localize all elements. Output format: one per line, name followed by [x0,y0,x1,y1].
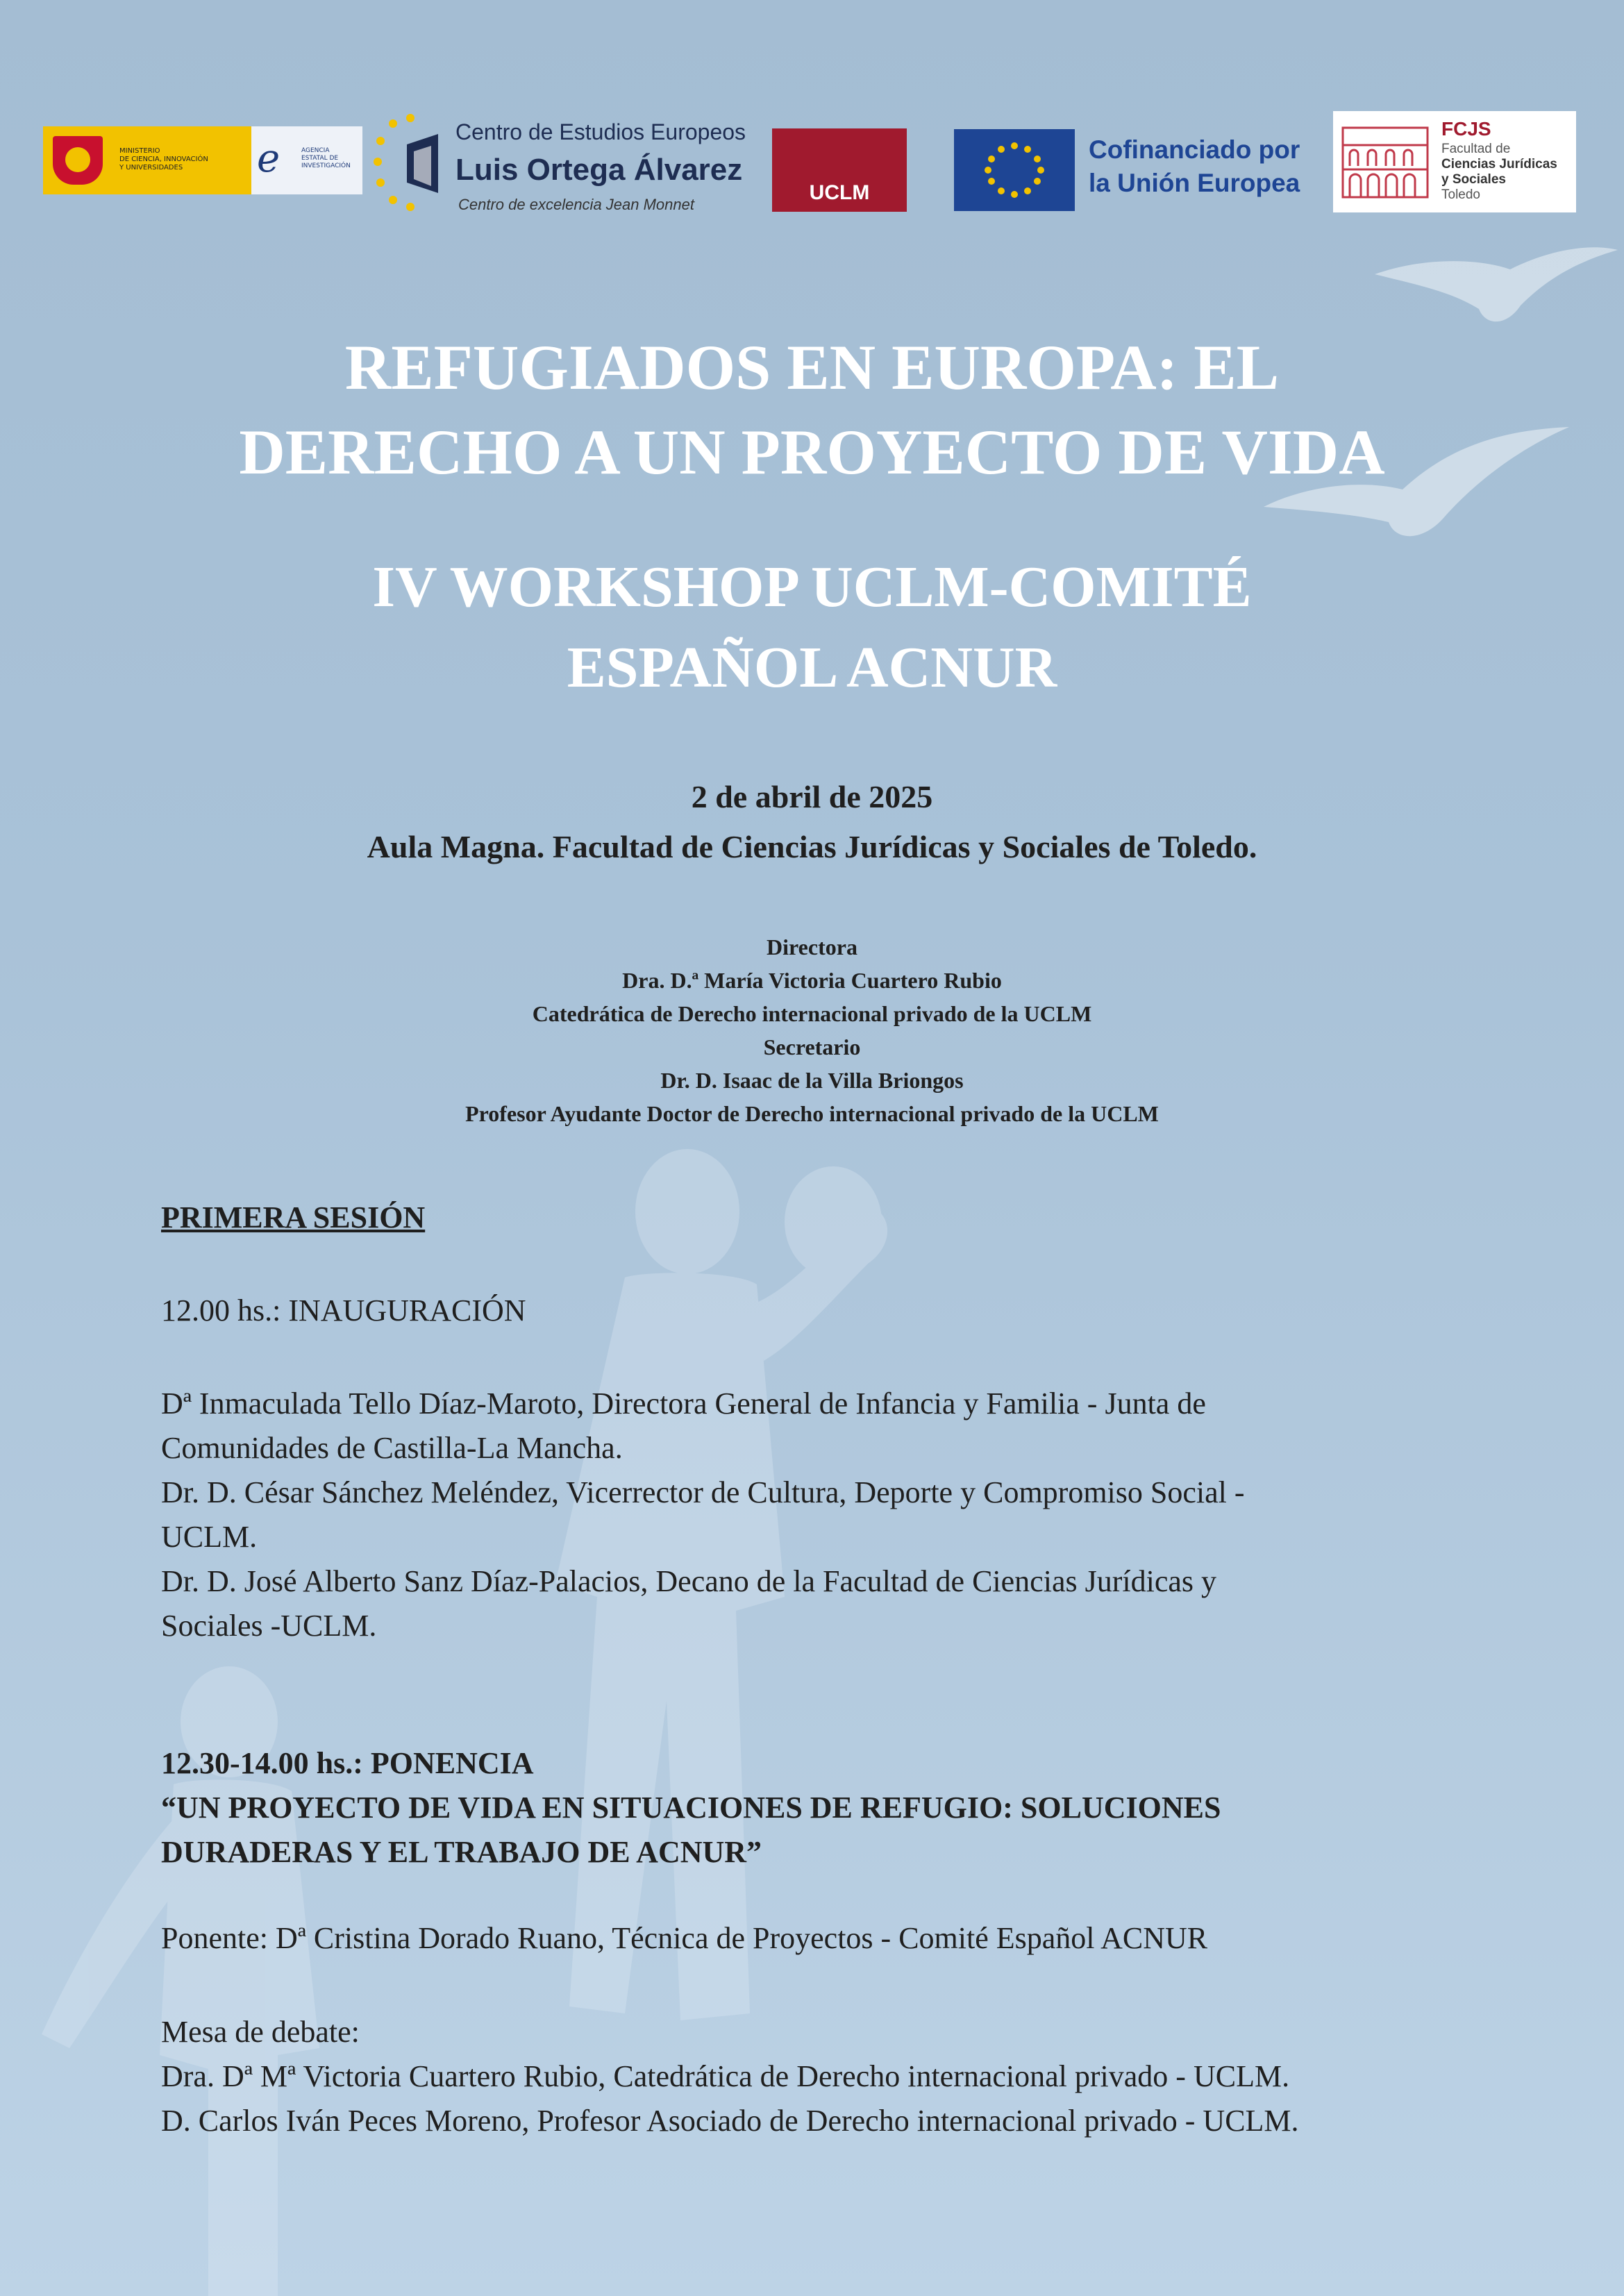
ceeu-line3: Centro de excelencia Jean Monnet [458,196,694,213]
inauguration-speakers: Dª Inmaculada Tello Díaz-Maroto, Directora General de Infancia y Familia - Junta de Comunidades de Castilla-La Mancha. Dr. D. César Sánchez Meléndez, Vicerrector de Cultura, Deporte y Compromiso Social - UCLM. Dr. D. José Alberto Sanz Díaz-Palacios, Decano de la Facultad de Ciencias Jurídicas y Sociales -UCLM. [161,1386,1245,1643]
event-date: 2 de abril de 2025 [691,779,933,814]
debate-panel: Mesa de debate: Dra. Dª Mª Victoria Cuartero Rubio, Catedrática de Derecho internacional privado - UCLM. D. Carlos Iván Peces Moreno, Profesor Asociado de Derecho internacional privado - UCLM. [161,2015,1299,2138]
ponente-line: Ponente: Dª Cristina Dorado Ruano, Técnica de Proyectos - Comité Español ACNUR [161,1921,1208,1955]
fcjs-lines: Facultad de Ciencias Jurídicas y Sociales Toledo [1441,142,1557,202]
agency-logo [251,126,362,194]
uclm-logo [772,128,907,212]
faculty-building-icon [1340,121,1430,203]
eu-flag-icon [954,129,1075,211]
inauguration-heading: 12.00 hs.: INAUGURACIÓN [161,1293,526,1327]
ceeu-line2: Luis Ortega Álvarez [455,153,743,187]
fcjs-logo [1333,111,1576,212]
bird-icon [1375,247,1618,321]
ceeu-logo [372,110,746,221]
agency-e-icon: e [257,136,281,181]
agency-logo-text: AGENCIA ESTATAL DE INVESTIGACIÓN [301,147,351,169]
organizers-block: Directora Dra. D.ª María Victoria Cuartero Rubio Catedrática de Derecho internacional privado de la UCLM Secretario Dr. D. Isaac de la Villa Briongos Profesor Ayudante Doctor de Derecho internacional privado de la UCLM [465,935,1159,1126]
stars-book-icon [372,110,449,214]
event-date-venue [0,772,1624,872]
workshop-subtitle: IV WORKSHOP UCLM-COMITÉ ESPAÑOL ACNUR [372,555,1252,700]
ministry-logo [43,126,251,194]
coat-of-arms-icon [53,136,103,185]
eu-cofinancing-text: Cofinanciado por la Unión Europea [1089,135,1300,197]
uclm-logo-text: UCLM [809,181,870,204]
logo-bar [0,0,1624,229]
fcjs-title: FCJS [1441,118,1491,140]
ministry-logo-text: MINISTERIO DE CIENCIA, INNOVACIÓN Y UNIVERSIDADES [119,147,208,171]
ceeu-line1: Centro de Estudios Europeos [455,119,746,144]
session-title: PRIMERA SESIÓN [161,1200,426,1234]
main-title: REFUGIADOS EN EUROPA: EL DERECHO A UN PROYECTO DE VIDA [239,332,1385,487]
event-venue: Aula Magna. Facultad de Ciencias Jurídicas y Sociales de Toledo. [367,829,1257,864]
ponencia-heading: 12.30-14.00 hs.: PONENCIA “UN PROYECTO DE VIDA EN SITUACIONES DE REFUGIO: SOLUCIONES DURADERAS Y EL TRABAJO DE ACNUR” [161,1746,1221,1869]
